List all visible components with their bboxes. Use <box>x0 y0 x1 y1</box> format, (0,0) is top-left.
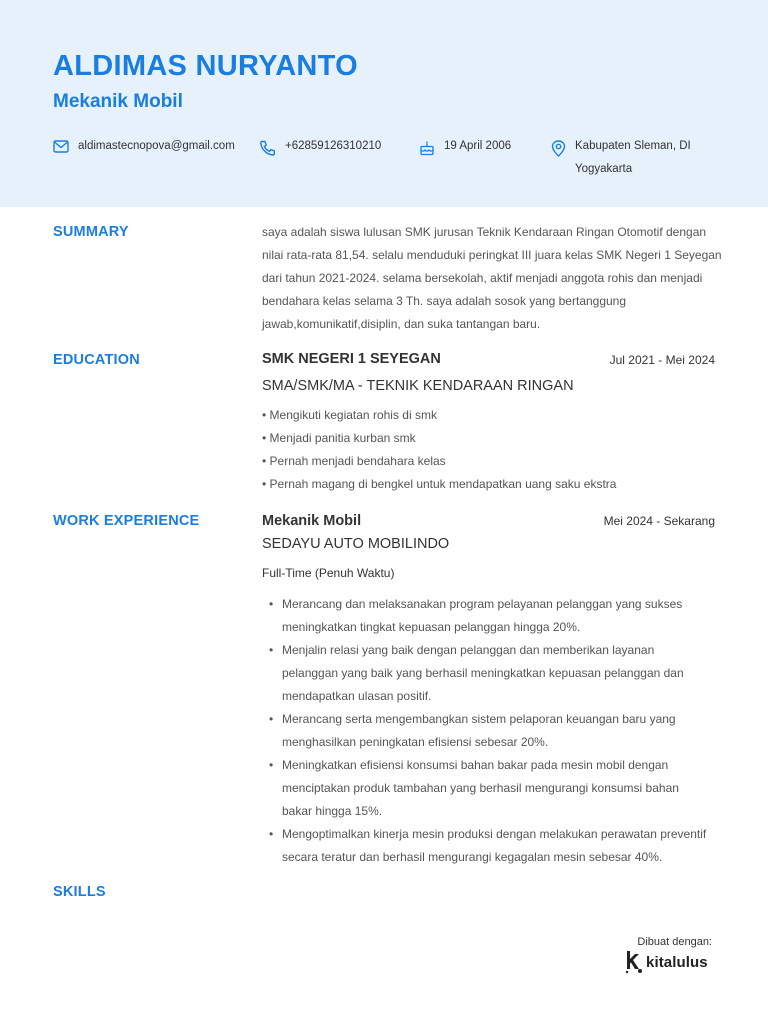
contact-birthdate <box>419 139 511 158</box>
skills-heading: SKILLS <box>53 884 106 900</box>
contact-location <box>551 139 725 181</box>
education-bullet: • Pernah menjadi bendahara kelas <box>262 450 616 473</box>
map-pin-icon <box>551 140 566 157</box>
education-heading: EDUCATION <box>53 352 140 368</box>
work-bullet-list <box>282 593 712 869</box>
education-bullet: • Mengikuti kegiatan rohis di smk <box>262 404 616 427</box>
work-bullet: • Merancang serta mengembangkan sistem pelaporan keuangan baru yang menghasilkan peningkatan efisiensi sebesar 20%. <box>282 708 712 754</box>
education-school: SMK NEGERI 1 SEYEGAN <box>262 351 441 367</box>
brand-name: kitalulus <box>646 953 708 971</box>
contact-phone[interactable] <box>259 139 381 158</box>
contact-location-text: Kabupaten Sleman, DI Yogyakarta <box>575 140 691 175</box>
kitalulus-logo-icon <box>625 950 643 974</box>
work-position: Mekanik Mobil <box>262 513 362 529</box>
contact-phone-text: +62859126310210 <box>285 140 382 152</box>
work-company: SEDAYU AUTO MOBILINDO <box>262 536 450 552</box>
work-heading: WORK EXPERIENCE <box>53 513 200 529</box>
work-bullet: • Meningkatkan efisiensi konsumsi bahan bakar pada mesin mobil dengan menciptakan produk tambahan yang berhasil mengurangi konsumsi bahan bakar hingga 15%. <box>282 754 712 823</box>
education-bullet-list <box>262 404 616 496</box>
contact-email-text: aldimastecnopova@gmail.com <box>78 140 235 152</box>
cake-icon <box>419 140 435 156</box>
made-with-badge[interactable] <box>625 936 735 974</box>
summary-text: saya adalah siswa lulusan SMK jurusan Teknik Kendaraan Ringan Otomotif dengan nilai rata-rata 81,54. selalu menduduki peringkat III juara kelas SMK Negeri 1 Seyegan dari tahun 2021-2024. selama bersekolah, aktif menjadi anggota rohis dan menjadi bendahara kelas selama 3 Th. saya adalah sosok yang bertanggung jawab,komunikatif,disiplin, dan suka tantangan baru. <box>262 225 722 331</box>
education-date: Jul 2021 - Mei 2024 <box>609 353 715 367</box>
mail-icon <box>53 140 69 153</box>
made-with-label: Dibuat dengan: <box>637 936 712 948</box>
education-bullet: • Menjadi panitia kurban smk <box>262 427 616 450</box>
work-bullet: • Menjalin relasi yang baik dengan pelanggan dan memberikan layanan pelanggan yang baik yang berhasil meningkatkan kepuasan pelanggan dan mendapatkan ulasan positif. <box>282 639 712 708</box>
candidate-role: Mekanik Mobil <box>53 91 183 112</box>
resume-header <box>0 0 768 207</box>
summary-heading: SUMMARY <box>53 224 129 240</box>
work-date: Mei 2024 - Sekarang <box>603 514 715 528</box>
brand-logo <box>625 950 735 974</box>
work-bullet: • Mengoptimalkan kinerja mesin produksi dengan melakukan perawatan preventif secara teratur dan berhasil mengurangi kegagalan mesin sebesar 40%. <box>282 823 712 869</box>
education-degree: SMA/SMK/MA - TEKNIK KENDARAAN RINGAN <box>262 378 574 394</box>
work-bullet: • Merancang dan melaksanakan program pelayanan pelanggan yang sukses meningkatkan tingkat kepuasan pelanggan hingga 20%. <box>282 593 712 639</box>
candidate-name: ALDIMAS NURYANTO <box>53 50 359 82</box>
contact-birthdate-text: 19 April 2006 <box>444 140 512 152</box>
phone-icon <box>259 140 276 156</box>
contact-email[interactable] <box>53 139 235 158</box>
education-bullet: • Pernah magang di bengkel untuk mendapatkan uang saku ekstra <box>262 473 616 496</box>
work-employment-type: Full-Time (Penuh Waktu) <box>262 566 395 580</box>
